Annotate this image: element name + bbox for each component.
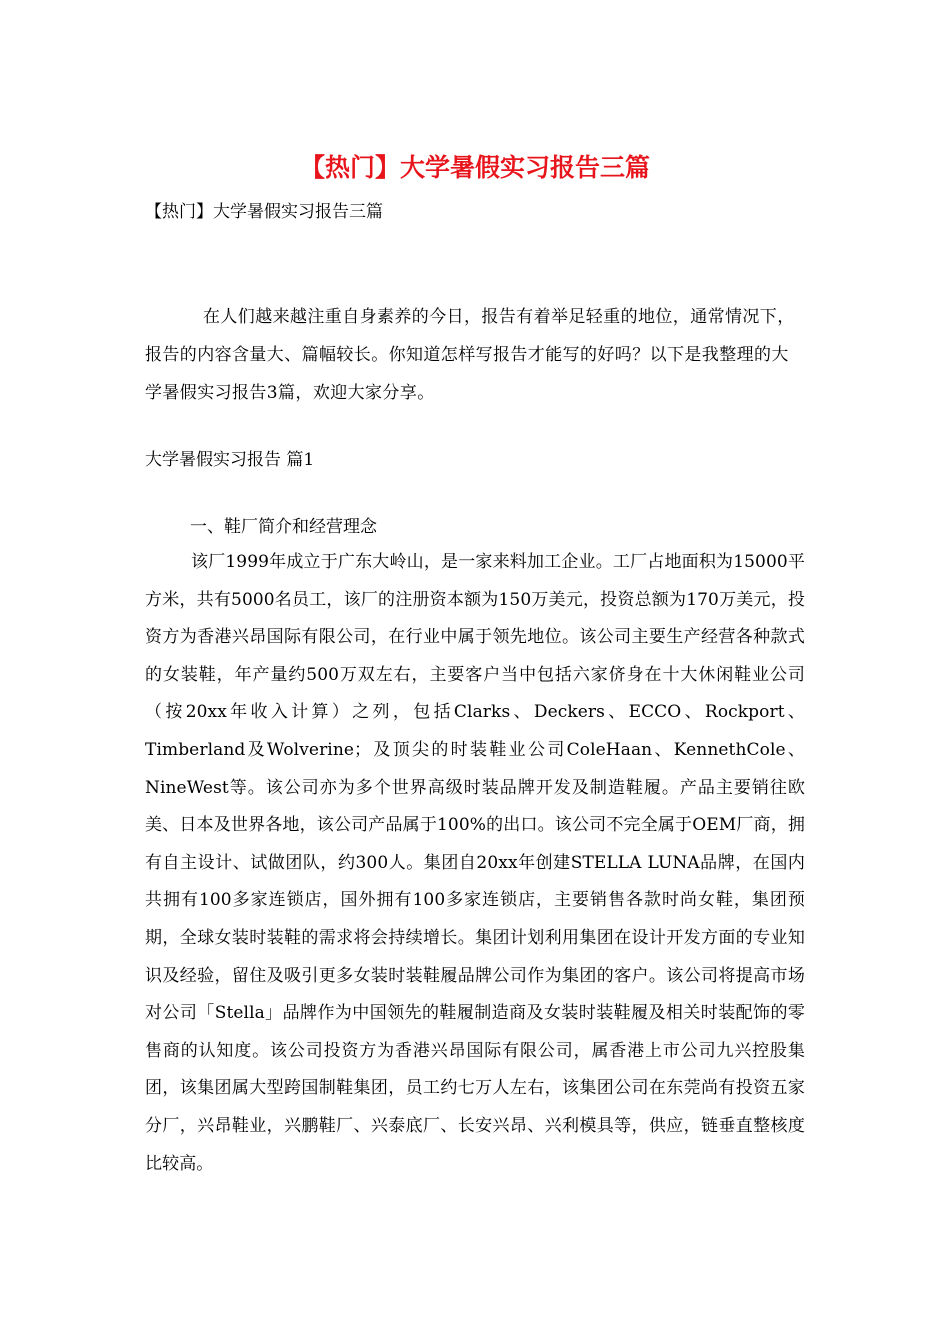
- section-title: 大学暑假实习报告 篇1: [145, 450, 315, 470]
- sub-heading: 一、鞋厂简介和经营理念: [190, 517, 377, 537]
- page-title: 【热门】大学暑假实习报告三篇: [299, 153, 650, 182]
- intro-paragraph: 在人们越来越注重自身素养的今日，报告有着举足轻重的地位，通常情况下，报告的内容含量大、篇幅较长。你知道怎样写报告才能写的好吗？以下是我整理的大学暑假实习报告3篇，欢迎大家分享。: [145, 307, 795, 403]
- document-subtitle: 【热门】大学暑假实习报告三篇: [145, 202, 383, 222]
- body-paragraph: 该厂1999年成立于广东大岭山，是一家来料加工企业。工厂占地面积为15000平方米，共有5000名员工，该厂的注册资本额为150万美元，投资总额为170万美元，投资方为香港兴昂国际有限公司，在行业中属于领先地位。该公司主要生产经营各种款式的女装鞋，年产量约500万双左右，主要客户当中包括六家侪身在十大休闲鞋业公司（按20xx年收入计算）之列，包括Clarks、Deckers、ECCO、Rockport、Timberland及Wolverine；及顶尖的时装鞋业公司ColeHaan、KennethCole、NineWest等。该公司亦为多个世界高级时装品牌开发及制造鞋履。产品主要销往欧美、日本及世界各地，该公司产品属于100%的出口。该公司不完全属于OEM厂商，拥有自主设计、试做团队，约300人。集团自20xx年创建STELLA LUNA品牌，在国内共拥有100多家连锁店，国外拥有100多家连锁店，主要销售各款时尚女鞋，集团预期，全球女装时装鞋的需求将会持续增长。集团计划利用集团在设计开发方面的专业知识及经验，留住及吸引更多女装时装鞋履品牌公司作为集团的客户。该公司将提高市场对公司「Stella」品牌作为中国领先的鞋履制造商及女装时装鞋履及相关时装配饰的零售商的认知度。该公司投资方为香港兴昂国际有限公司，属香港上市公司九兴控股集团，该集团属大型跨国制鞋集团，员工约七万人左右，该集团公司在东莞尚有投资五家分厂，兴昂鞋业，兴鹏鞋厂、兴泰底厂、长安兴昂、兴利模具等，供应，链垂直整核度比较高。: [145, 552, 805, 1174]
